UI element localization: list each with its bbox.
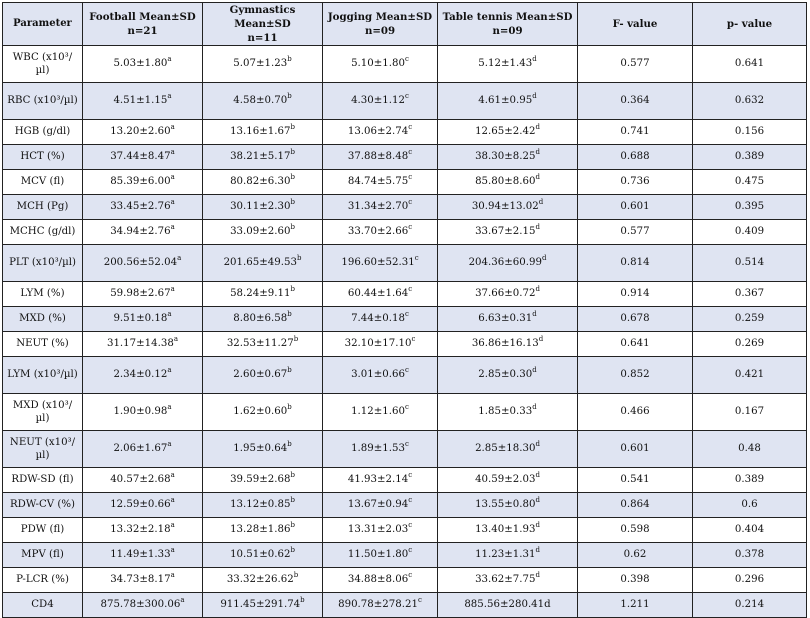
- cell-p-value: 0.6: [693, 493, 807, 518]
- table-body: [3, 46, 807, 618]
- cell-table-tennis: 5.12±1.43$^d$: [438, 46, 578, 83]
- cell-football: 11.49±1.33$^a$: [83, 543, 203, 568]
- cell-gymnastics: 13.16±1.67$^b$: [203, 120, 323, 145]
- cell-jogging: 34.88±8.06$^c$: [323, 568, 438, 593]
- cell-football: 12.59±0.66$^a$: [83, 493, 203, 518]
- table-row: [3, 307, 807, 332]
- cell-table-tennis: 85.80±8.60$^d$: [438, 170, 578, 195]
- table-row: [3, 543, 807, 568]
- cell-f-value: 0.598: [578, 518, 693, 543]
- cell-football: 13.20±2.60$^a$: [83, 120, 203, 145]
- cell-p-value: 0.367: [693, 282, 807, 307]
- cell-p-value: 0.475: [693, 170, 807, 195]
- cell-football: 2.06±1.67$^a$: [83, 431, 203, 468]
- cell-gymnastics: 4.58±0.70$^b$: [203, 83, 323, 120]
- cell-gymnastics: 58.24±9.11$^b$: [203, 282, 323, 307]
- cell-table-tennis: 4.61±0.95$^d$: [438, 83, 578, 120]
- header-row: [3, 3, 807, 46]
- table-row: [3, 83, 807, 120]
- cell-gymnastics: 39.59±2.68$^b$: [203, 468, 323, 493]
- cell-parameter: P-LCR (%): [3, 568, 83, 593]
- cell-jogging: 890.78±278.21$^c$: [323, 593, 438, 618]
- cell-jogging: 13.06±2.74$^c$: [323, 120, 438, 145]
- cell-p-value: 0.404: [693, 518, 807, 543]
- table-row: [3, 568, 807, 593]
- cell-p-value: 0.214: [693, 593, 807, 618]
- cell-gymnastics: 13.28±1.86$^b$: [203, 518, 323, 543]
- cell-gymnastics: 5.07±1.23$^b$: [203, 46, 323, 83]
- cell-jogging: 60.44±1.64$^c$: [323, 282, 438, 307]
- cell-gymnastics: 80.82±6.30$^b$: [203, 170, 323, 195]
- table-row: [3, 493, 807, 518]
- cell-table-tennis: 6.63±0.31$^d$: [438, 307, 578, 332]
- cell-parameter: RBC (x10³/µl): [3, 83, 83, 120]
- table-container: [2, 2, 807, 618]
- cell-p-value: 0.156: [693, 120, 807, 145]
- cell-jogging: 41.93±2.14$^c$: [323, 468, 438, 493]
- table-row: [3, 195, 807, 220]
- cell-gymnastics: 911.45±291.74$^b$: [203, 593, 323, 618]
- cell-gymnastics: 32.53±11.27$^b$: [203, 332, 323, 357]
- cell-table-tennis: 38.30±8.25$^d$: [438, 145, 578, 170]
- cell-table-tennis: 30.94±13.02$^d$: [438, 195, 578, 220]
- cell-f-value: 0.62: [578, 543, 693, 568]
- table-row: [3, 245, 807, 282]
- cell-jogging: 33.70±2.66$^c$: [323, 220, 438, 245]
- cell-football: 59.98±2.67$^a$: [83, 282, 203, 307]
- cell-jogging: 5.10±1.80$^c$: [323, 46, 438, 83]
- cell-f-value: 0.577: [578, 220, 693, 245]
- cell-football: 34.94±2.76$^a$: [83, 220, 203, 245]
- cell-football: 5.03±1.80$^a$: [83, 46, 203, 83]
- cell-parameter: WBC (x10³/µl): [3, 46, 83, 83]
- cell-jogging: 84.74±5.75$^c$: [323, 170, 438, 195]
- cell-jogging: 1.12±1.60$^c$: [323, 394, 438, 431]
- cell-f-value: 0.641: [578, 332, 693, 357]
- cell-f-value: 1.211: [578, 593, 693, 618]
- cell-table-tennis: 13.40±1.93$^d$: [438, 518, 578, 543]
- table-row: [3, 332, 807, 357]
- table-row: [3, 220, 807, 245]
- cell-jogging: 13.31±2.03$^c$: [323, 518, 438, 543]
- cell-jogging: 196.60±52.31$^c$: [323, 245, 438, 282]
- cell-football: 33.45±2.76$^a$: [83, 195, 203, 220]
- cell-gymnastics: 8.80±6.58$^b$: [203, 307, 323, 332]
- table-row: [3, 357, 807, 394]
- cell-f-value: 0.466: [578, 394, 693, 431]
- cell-table-tennis: 13.55±0.80$^d$: [438, 493, 578, 518]
- cell-parameter: MCH (Pg): [3, 195, 83, 220]
- table-row: [3, 394, 807, 431]
- cell-football: 200.56±52.04$^a$: [83, 245, 203, 282]
- cell-p-value: 0.389: [693, 145, 807, 170]
- cell-jogging: 3.01±0.66$^c$: [323, 357, 438, 394]
- cell-gymnastics: 13.12±0.85$^b$: [203, 493, 323, 518]
- cell-f-value: 0.864: [578, 493, 693, 518]
- cell-parameter: HCT (%): [3, 145, 83, 170]
- cell-table-tennis: 33.62±7.75$^d$: [438, 568, 578, 593]
- cell-f-value: 0.364: [578, 83, 693, 120]
- cell-f-value: 0.601: [578, 431, 693, 468]
- table-row: [3, 282, 807, 307]
- cell-p-value: 0.259: [693, 307, 807, 332]
- cell-football: 34.73±8.17$^a$: [83, 568, 203, 593]
- cell-jogging: 32.10±17.10$^c$: [323, 332, 438, 357]
- cell-jogging: 13.67±0.94$^c$: [323, 493, 438, 518]
- cell-parameter: MCV (fl): [3, 170, 83, 195]
- cell-jogging: 37.88±8.48$^c$: [323, 145, 438, 170]
- cell-gymnastics: 33.32±26.62$^b$: [203, 568, 323, 593]
- cell-gymnastics: 10.51±0.62$^b$: [203, 543, 323, 568]
- header-table-tennis: Table tennis Mean±SD n=09: [438, 3, 578, 46]
- cell-table-tennis: 33.67±2.15$^d$: [438, 220, 578, 245]
- cell-parameter: HGB (g/dl): [3, 120, 83, 145]
- cell-p-value: 0.409: [693, 220, 807, 245]
- cell-p-value: 0.641: [693, 46, 807, 83]
- header-p-value: p- value: [693, 3, 807, 46]
- cell-gymnastics: 38.21±5.17$^b$: [203, 145, 323, 170]
- cell-f-value: 0.678: [578, 307, 693, 332]
- cell-football: 37.44±8.47$^a$: [83, 145, 203, 170]
- cell-f-value: 0.398: [578, 568, 693, 593]
- cell-parameter: CD4: [3, 593, 83, 618]
- cell-table-tennis: 204.36±60.99$^d$: [438, 245, 578, 282]
- cell-parameter: RDW-SD (fl): [3, 468, 83, 493]
- cell-f-value: 0.914: [578, 282, 693, 307]
- table-row: [3, 120, 807, 145]
- cell-f-value: 0.852: [578, 357, 693, 394]
- cell-parameter: NEUT (x10³/µl): [3, 431, 83, 468]
- cell-f-value: 0.741: [578, 120, 693, 145]
- cell-gymnastics: 201.65±49.53$^b$: [203, 245, 323, 282]
- cell-football: 875.78±300.06$^a$: [83, 593, 203, 618]
- cell-football: 85.39±6.00$^a$: [83, 170, 203, 195]
- cell-p-value: 0.389: [693, 468, 807, 493]
- cell-table-tennis: 1.85±0.33$^d$: [438, 394, 578, 431]
- cell-table-tennis: 37.66±0.72$^d$: [438, 282, 578, 307]
- cell-parameter: PLT (x10³/µl): [3, 245, 83, 282]
- results-table: [2, 2, 807, 618]
- cell-table-tennis: 2.85±18.30$^d$: [438, 431, 578, 468]
- cell-football: 40.57±2.68$^a$: [83, 468, 203, 493]
- cell-gymnastics: 1.95±0.64$^b$: [203, 431, 323, 468]
- cell-table-tennis: 11.23±1.31$^d$: [438, 543, 578, 568]
- cell-f-value: 0.814: [578, 245, 693, 282]
- cell-parameter: MPV (fl): [3, 543, 83, 568]
- cell-parameter: RDW-CV (%): [3, 493, 83, 518]
- cell-p-value: 0.514: [693, 245, 807, 282]
- cell-jogging: 1.89±1.53$^c$: [323, 431, 438, 468]
- table-row: [3, 170, 807, 195]
- cell-parameter: MCHC (g/dl): [3, 220, 83, 245]
- cell-table-tennis: 12.65±2.42$^d$: [438, 120, 578, 145]
- cell-table-tennis: 2.85±0.30$^d$: [438, 357, 578, 394]
- cell-p-value: 0.378: [693, 543, 807, 568]
- cell-jogging: 4.30±1.12$^c$: [323, 83, 438, 120]
- cell-p-value: 0.48: [693, 431, 807, 468]
- cell-p-value: 0.296: [693, 568, 807, 593]
- cell-table-tennis: 36.86±16.13$^d$: [438, 332, 578, 357]
- table-row: [3, 593, 807, 618]
- cell-p-value: 0.269: [693, 332, 807, 357]
- cell-parameter: MXD (%): [3, 307, 83, 332]
- header-parameter: Parameter: [3, 3, 83, 46]
- header-gymnastics: Gymnastics Mean±SD n=11: [203, 3, 323, 46]
- cell-p-value: 0.167: [693, 394, 807, 431]
- cell-football: 31.17±14.38$^a$: [83, 332, 203, 357]
- cell-jogging: 11.50±1.80$^c$: [323, 543, 438, 568]
- cell-p-value: 0.632: [693, 83, 807, 120]
- cell-gymnastics: 33.09±2.60$^b$: [203, 220, 323, 245]
- cell-parameter: NEUT (%): [3, 332, 83, 357]
- table-row: [3, 468, 807, 493]
- cell-f-value: 0.541: [578, 468, 693, 493]
- header-football: Football Mean±SD n=21: [83, 3, 203, 46]
- cell-football: 1.90±0.98$^a$: [83, 394, 203, 431]
- cell-f-value: 0.736: [578, 170, 693, 195]
- cell-parameter: LYM (x10³/µl): [3, 357, 83, 394]
- cell-football: 4.51±1.15$^a$: [83, 83, 203, 120]
- cell-football: 13.32±2.18$^a$: [83, 518, 203, 543]
- cell-gymnastics: 1.62±0.60$^b$: [203, 394, 323, 431]
- cell-table-tennis: 40.59±2.03$^d$: [438, 468, 578, 493]
- header-f-value: F- value: [578, 3, 693, 46]
- cell-jogging: 7.44±0.18$^c$: [323, 307, 438, 332]
- cell-jogging: 31.34±2.70$^c$: [323, 195, 438, 220]
- cell-p-value: 0.395: [693, 195, 807, 220]
- cell-gymnastics: 30.11±2.30$^b$: [203, 195, 323, 220]
- cell-parameter: MXD (x10³/µl): [3, 394, 83, 431]
- table-row: [3, 145, 807, 170]
- cell-f-value: 0.601: [578, 195, 693, 220]
- cell-parameter: PDW (fl): [3, 518, 83, 543]
- cell-p-value: 0.421: [693, 357, 807, 394]
- cell-gymnastics: 2.60±0.67$^b$: [203, 357, 323, 394]
- cell-football: 2.34±0.12$^a$: [83, 357, 203, 394]
- header-jogging: Jogging Mean±SD n=09: [323, 3, 438, 46]
- table-row: [3, 518, 807, 543]
- cell-parameter: LYM (%): [3, 282, 83, 307]
- cell-f-value: 0.577: [578, 46, 693, 83]
- cell-table-tennis: 885.56±280.41d: [438, 593, 578, 618]
- table-row: [3, 46, 807, 83]
- cell-f-value: 0.688: [578, 145, 693, 170]
- table-row: [3, 431, 807, 468]
- cell-football: 9.51±0.18$^a$: [83, 307, 203, 332]
